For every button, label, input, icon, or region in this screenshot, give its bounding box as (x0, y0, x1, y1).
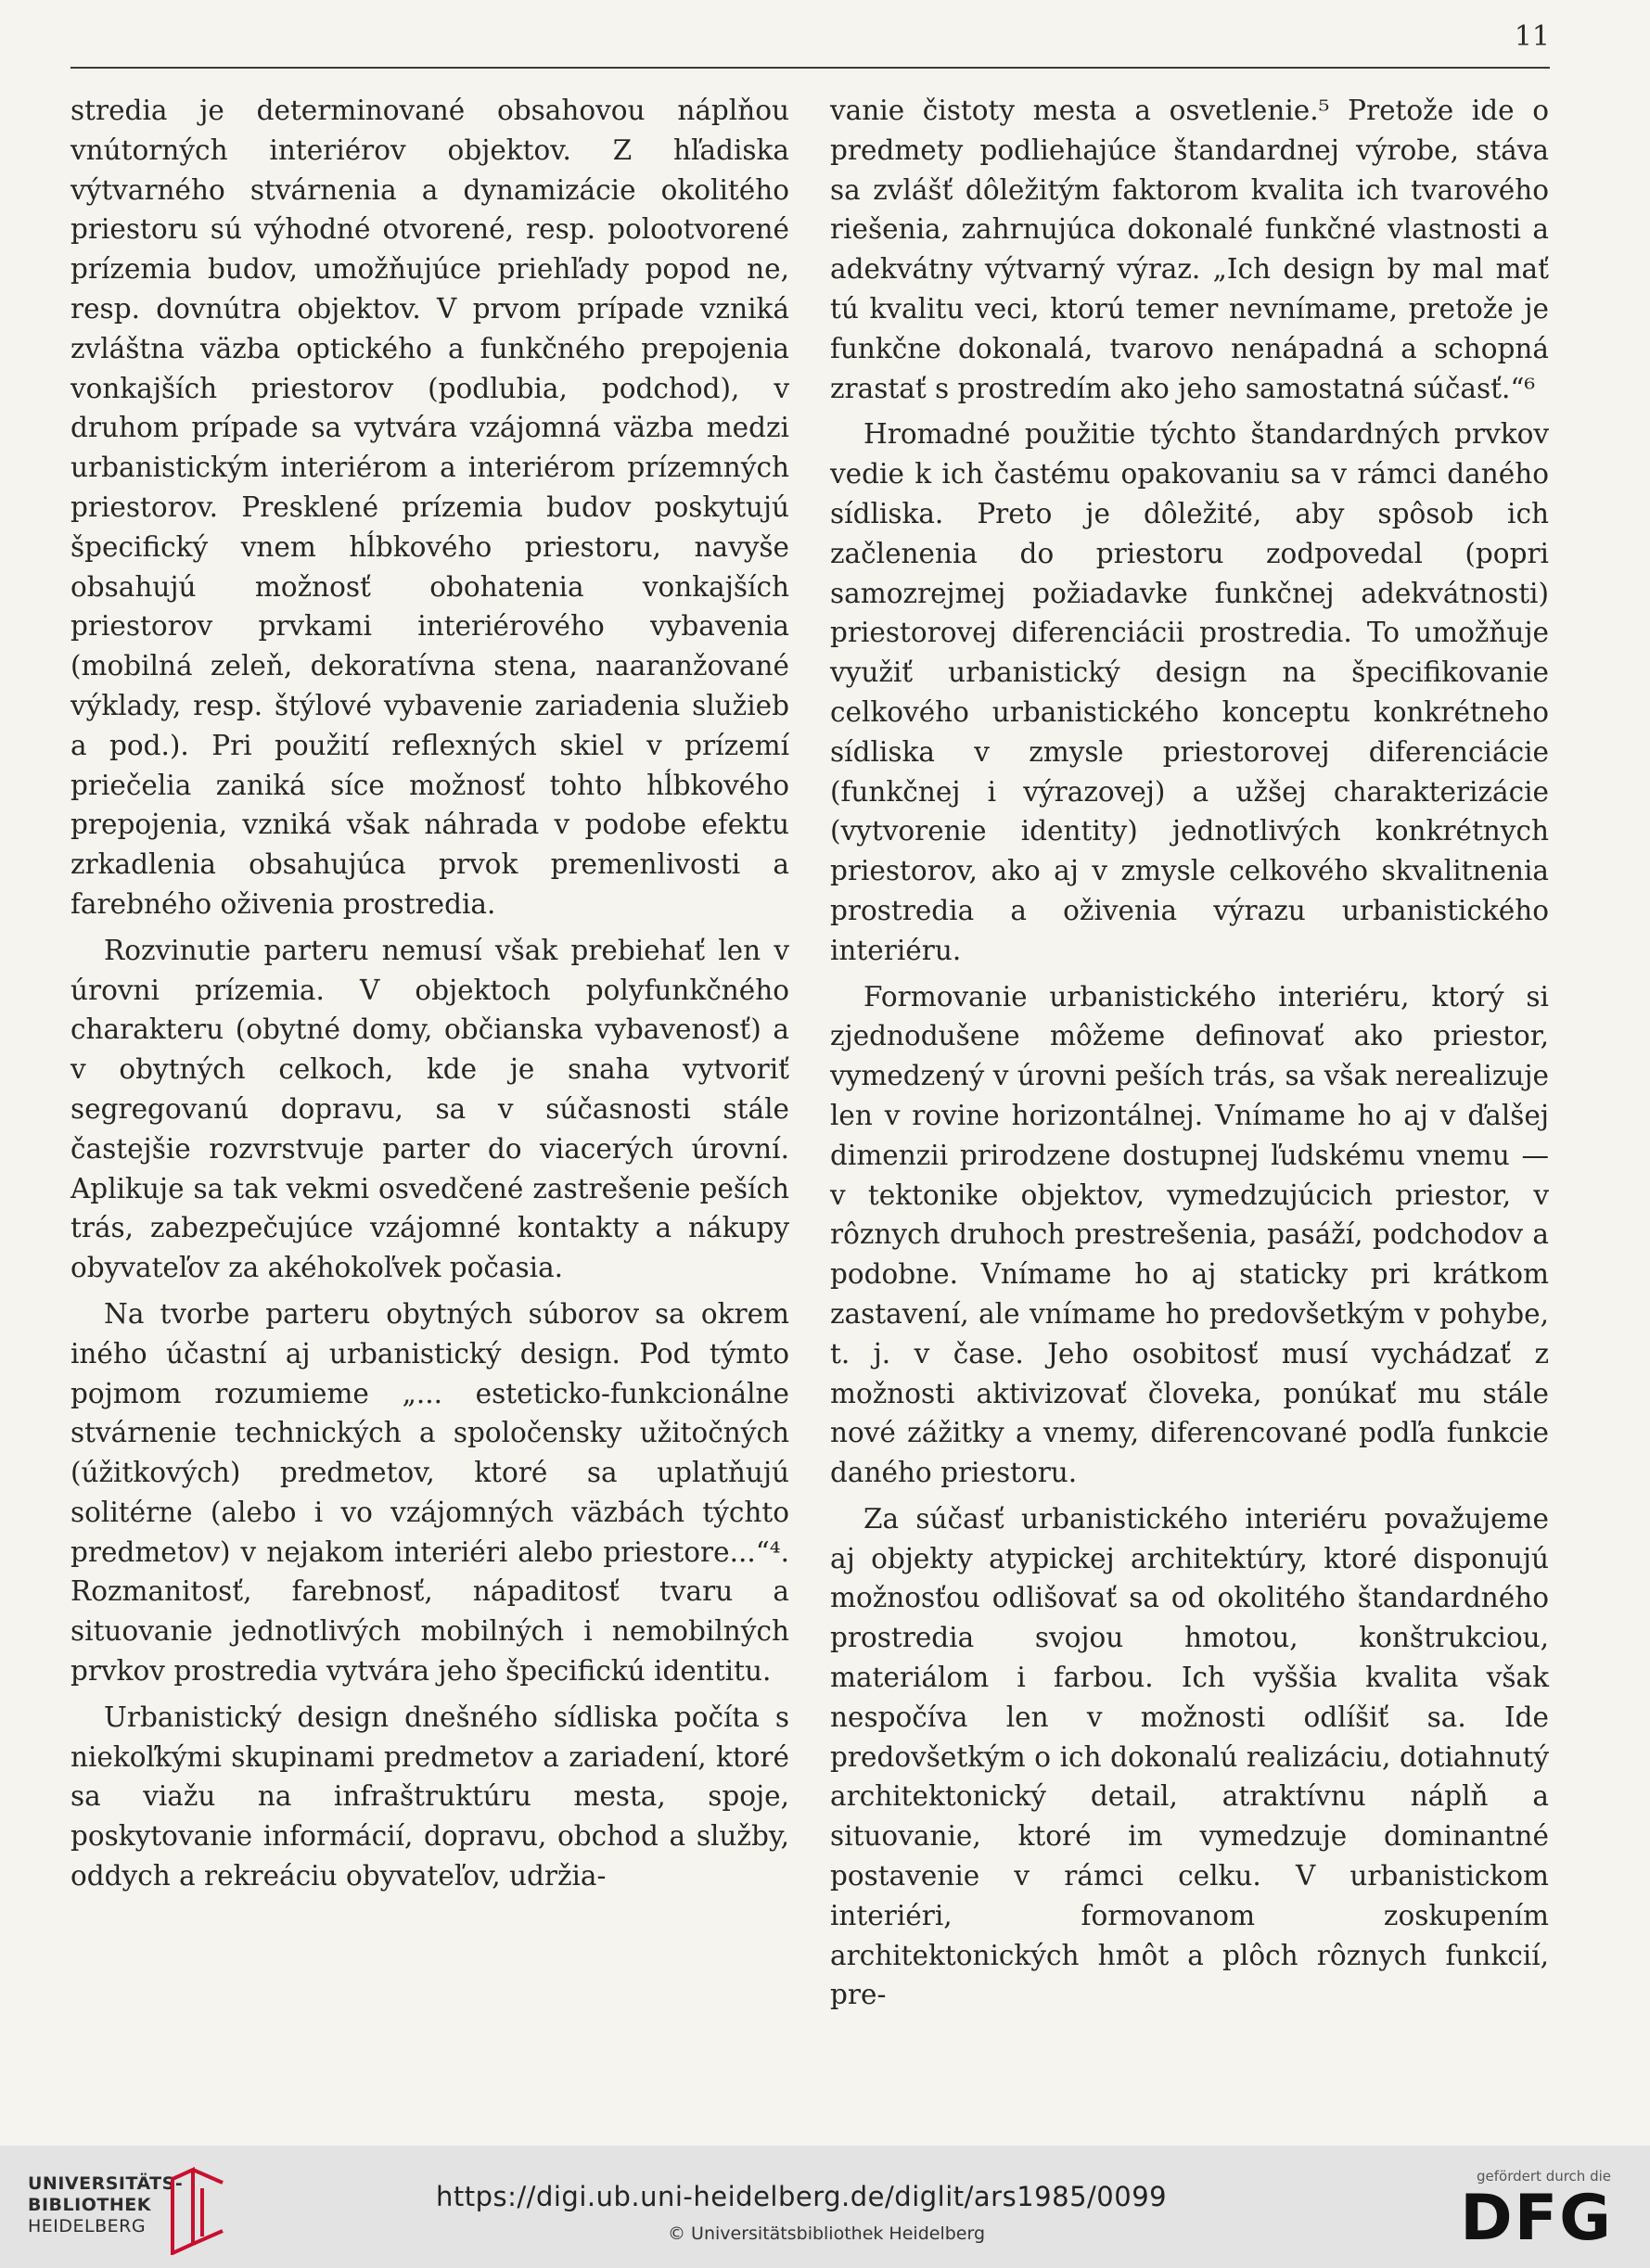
source-url-link[interactable]: https://digi.ub.uni-heidelberg.de/diglit/ars1985/0099 (436, 2181, 1168, 2212)
library-logo-icon (165, 2166, 230, 2255)
left-column (70, 91, 789, 1903)
paragraph: Hromadné použitie týchto štandardných prvkov vedie k ich častému opakovaniu sa v rámci daného sídliska. Preto je dôležité, aby spôsob ich začlenenia do priestoru zodpovedal (popri samozrejmej požiadavke funkčnej adekvátnosti) priestorovej diferenciácii prostredia. To umožňuje využiť urbanistický design na špecifikovanie celkového urbanistického konceptu konkrétneho sídliska v zmysle priestorovej diferenciácie (funkčnej i výrazovej) a užšej charakterizácie (vytvorenie identity) jednotlivých konkrétnych priestorov, ako aj v zmysle celkového skvalitnenia prostredia a oživenia výrazu urbanistického interiéru. (830, 418, 1549, 966)
library-name (28, 2173, 183, 2237)
paragraph: Formovanie urbanistického interiéru, ktorý si zjednodušene môžeme definovať ako priestor, vymedzený v úrovni peších trás, sa však nerealizuje len v rovine horizontálnej. Vnímame ho aj v ďalšej dimenzii prirodzene dostupnej ľudskému vnemu — v tektonike objektov, vymedzujúcich priestor, v rôznych druhoch prestrešenia, pasáží, podchodov a podobne. Vnímame ho aj staticky pri krátkom zastavení, ale vnímame ho predovšetkým v pohybe, t. j. v čase. Jeho osobitosť musí vychádzať z možnosti aktivizovať človeka, ponúkať mu stále nové zážitky a vnemy, diferencované podľa funkcie daného priestoru. (830, 980, 1549, 1489)
page-number: 11 (1514, 20, 1550, 53)
header-rule (70, 67, 1550, 69)
paragraph: Na tvorbe parteru obytných súborov sa okrem iného účastní aj urbanistický design. Pod týmto pojmom rozumieme „... esteticko-funkcionálne stvárnenie technických a spoločensky užitočných (úžitkových) predmetov, ktoré sa uplatňujú solitérne (alebo i vo vzájomných väzbách týchto predmetov) v nejakom interiéri alebo priestore...“⁴. Rozmanitosť, farebnosť, nápaditosť tvaru a situovanie jednotlivých mobilných i nemobilných prvkov prostredia vytvára jeho špecifickú identitu. (70, 1297, 789, 1688)
paragraph: Urbanistický design dnešného sídliska počíta s niekoľkými skupinami predmetov a zariadení, ktoré sa viažu na infraštruktúru mesta, spoje, poskytovanie informácií, dopravu, obchod a služby, oddych a rekreáciu obyvateľov, udržia- (70, 1701, 789, 1892)
paragraph: Rozvinutie parteru nemusí však prebiehať len v úrovni prízemia. V objektoch polyfunkčného charakteru (obytné domy, občianska vybavenosť) a v obytných celkoch, kde je snaha vytvoriť segregovanú dopravu, sa v súčasnosti stále častejšie rozvrstvuje parter do viacerých úrovní. Aplikuje sa tak vekmi osvedčené zastrešenie peších trás, zabezpečujúce vzájomné kontakty a nákupy obyvateľov za akéhokoľvek počasia. (70, 934, 789, 1284)
funding-caption: gefördert durch die (1477, 2168, 1611, 2185)
paragraph: Za súčasť urbanistického interiéru považujeme aj objekty atypickej architektúry, ktoré disponujú možnosťou odlišovať sa od okolitého štandardného prostredia svojou hmotou, konštrukciou, materiálom i farbou. Ich vyššia kvalita však nespočíva len v možnosti odlíšiť sa. Ide predovšetkým o ich dokonalú realizáciu, dotiahnutý architektonický detail, atraktívnu náplň a situovanie, ktoré im vymedzuje dominantné postavenie v rámci celku. V urbanistickom interiéri, formovanom zoskupením architektonických hmôt a plôch rôznych funkcií, pre- (830, 1502, 1549, 2011)
library-name-line: HEIDELBERG (28, 2216, 147, 2236)
paragraph: vanie čistoty mesta a osvetlenie.⁵ Pretože ide o predmety podliehajúce štandardnej výrobe, stáva sa zvlášť dôležitým faktorom kvalita ich tvarového riešenia, zahrnujúca dokonalé funkčné vlastnosti a adekvátny výtvarný výraz. „Ich design by mal mať tú kvalitu veci, ktorú temer nevnímame, pretože je funkčne dokonalá, tvarovo nenápadná a schopná zrastať s prostredím ako jeho samostatná súčasť.“⁶ (830, 95, 1549, 404)
footer-bar (0, 2146, 1650, 2268)
copyright-text: © Universitätsbibliothek Heidelberg (668, 2223, 986, 2244)
paragraph: stredia je determinované obsahovou náplňou vnútorných interiérov objektov. Z hľadiska výtvarného stvárnenia a dynamizácie okolitého priestoru sú výhodné otvorené, resp. polootvorené prízemia budov, umožňujúce priehľady popod ne, resp. dovnútra objektov. V prvom prípade vzniká zvláštna väzba optického a funkčného prepojenia vonkajších priestorov (podlubia, podchod), v druhom prípade sa vytvára vzájomná väzba medzi urbanistickým interiérom a interiérom prízemných priestorov. Presklené prízemia budov poskytujú špecifický vnem hĺbkového priestoru, navyše obsahujú možnosť obohatenia vonkajších priestorov prvkami interiérového vybavenia (mobilná zeleň, dekoratívna stena, naaranžované výklady, resp. štýlové vybavenie zariadenia služieb a pod.). Pri použití reflexných skiel v prízemí priečelia zaniká síce možnosť tohto hĺbkového prepojenia, vzniká však náhrada v podobe efektu zrkadlenia obsahujúca prvok premenlivosti a farebného oživenia prostredia. (70, 95, 789, 920)
dfg-logo-icon: DFG (1460, 2182, 1613, 2255)
library-name-line: BIBLIOTHEK (28, 2195, 151, 2215)
library-name-line: UNIVERSITÄTS- (28, 2173, 184, 2194)
right-column (830, 91, 1549, 2021)
